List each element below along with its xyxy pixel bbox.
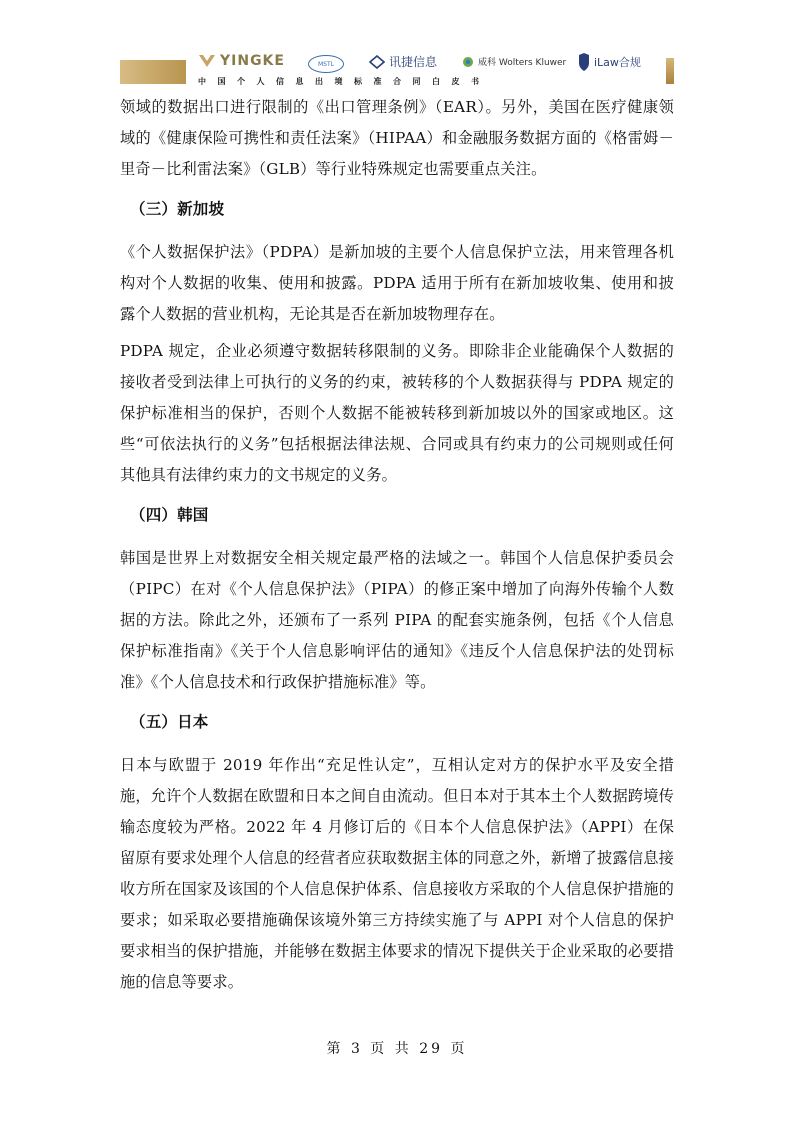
header-gold-bar-left bbox=[120, 60, 186, 84]
yingke-logo-text: YINGKE bbox=[220, 53, 285, 69]
xunjie-mark-icon bbox=[369, 55, 385, 69]
page-header bbox=[0, 0, 794, 95]
wolters-logo-text: 威科 Wolters Kluwer bbox=[478, 58, 567, 68]
xunjie-logo-text: 讯捷信息 bbox=[389, 55, 438, 69]
paragraph-pdpa-intro: 《个人数据保护法》（PDPA）是新加坡的主要个人信息保护立法，用来管理各机构对个人数据的收集、使用和披露。PDPA 适用于所有在新加坡收集、使用和披露个人数据的营业机构，无论其是否在新加坡物理存在。 bbox=[120, 243, 674, 323]
paragraph-japan-appi: 日本与欧盟于 2019 年作出“充足性认定”，互相认定对方的保护水平及安全措施，允许个人数据在欧盟和日本之间自由流动。但日本对于其本土个人数据跨境传输态度较为严格。2022 年 4 月修订后的《日本个人信息保护法》（APPI）在保留原有要求处理个人信息的经营者应获取数据主体的同意之外，新增了披露信息接收方所在国家及该国的个人信息保护体系、信息接收方采取的个人信息保护措施的要求；如采取必要措施确保该境外第三方持续实施了与 APPI 对个人信息的保护要求相当的保护措施，并能够在数据主体要求的情况下提供关于企业采取的必要措施的信息等要求。 bbox=[120, 756, 674, 991]
document-body bbox=[120, 92, 674, 1004]
header-gold-bar-right bbox=[666, 58, 674, 84]
heading-korea: （四）韩国 bbox=[130, 506, 209, 524]
paragraph-korea-pipa: 韩国是世界上对数据安全相关规定最严格的法域之一。韩国个人信息保护委员会（PIPC）在对《个人信息保护法》（PIPA）的修正案中增加了向海外传输个人数据的方法。除此之外，还颁布了一系列 PIPA 的配套实施条例，包括《个人信息保护标准指南》《关于个人信息影响评估的通知》《违反个人信息保护法的处罚标准》《个人信息技术和行政保护措施标准》等。 bbox=[120, 549, 674, 691]
ilaw-logo bbox=[578, 53, 641, 71]
yingke-mark-icon bbox=[198, 54, 216, 68]
heading-singapore: （三）新加坡 bbox=[130, 200, 225, 218]
page-number: 第 3 页 共 29 页 bbox=[326, 1041, 468, 1057]
mstl-logo-text: MSTL bbox=[308, 55, 344, 73]
xunjie-logo bbox=[369, 53, 437, 70]
mstl-logo bbox=[308, 55, 344, 73]
ilaw-logo-text: iLaw合规 bbox=[594, 56, 641, 69]
heading-japan: （五）日本 bbox=[130, 713, 209, 731]
header-tagline: 中国个人信息出境标准合同白皮书 bbox=[198, 77, 491, 86]
yingke-logo bbox=[198, 53, 285, 69]
paragraph-us-regulations: 领域的数据出口进行限制的《出口管理条例》（EAR）。另外，美国在医疗健康领域的《健康保险可携性和责任法案》（HIPAA）和金融服务数据方面的《格雷姆－里奇－比利雷法案》（GLB）等行业特殊规定也需要重点关注。 bbox=[120, 98, 674, 178]
ilaw-shield-icon bbox=[578, 53, 590, 71]
paragraph-pdpa-transfer: PDPA 规定，企业必须遵守数据转移限制的义务。即除非企业能确保个人数据的接收者受到法律上可执行的义务的约束，被转移的个人数据获得与 PDPA 规定的保护标准相当的保护，否则个人数据不能被转移到新加坡以外的国家或地区。这些“可依法执行的义务”包括根据法律法规、合同或具有约束力的公司规则或任何其他具有法律约束力的文书规定的义务。 bbox=[120, 342, 674, 484]
wolters-logo bbox=[462, 55, 566, 68]
wolters-mark-icon bbox=[462, 56, 474, 68]
